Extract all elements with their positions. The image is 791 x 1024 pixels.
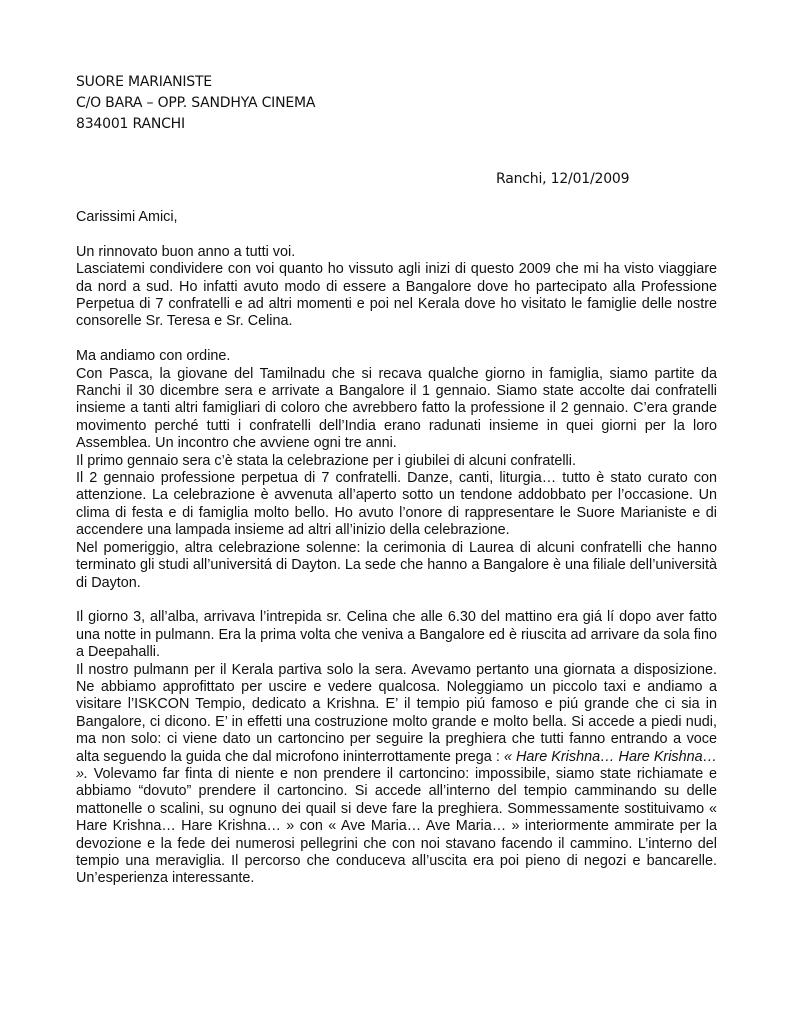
paragraph-2: Lasciatemi condividere con voi quanto ho vissuto agli inizi di questo 2009 che mi ha visto viaggiare da nord a sud. Ho infatti avuto modo di essere a Bangalore dove ho partecipato alla Professione Perpetua di 7 confratelli e ad altri momenti e poi nel Kerala dove ho visitato le famiglie delle nostre consorelle Sr. Teresa e Sr. Celina. [76,261,717,330]
address-line-3: 834001 RANCHI [76,116,185,132]
paragraph-9 [76,662,717,888]
letter-date: Ranchi, 12/01/2009 [496,171,630,187]
address-line-2: C/O BARA – OPP. SANDHYA CINEMA [76,95,316,111]
chant-quote: « Hare Krishna… Hare Krishna… ». [76,748,717,782]
greeting: Carissimi Amici, [76,209,178,225]
paragraph-5: Il primo gennaio sera c’è stata la celebrazione per i giubilei di alcuni confratelli. [76,452,576,469]
paragraph-3: Ma andiamo con ordine. [76,348,231,365]
paragraph-9-part-a: Il nostro pulmann per il Kerala partiva solo la sera. Avevamo pertanto una giornata a disposizione. Ne abbiamo approfittato per uscire e vedere qualcosa. Noleggiamo un piccolo taxi e andiamo a visitare l’ISKCON Tempio, dedicato a Krishna. E’ il tempio piú famoso e piú grande che ci sia in Bangalore, ci dicono. E’ in effetti una costruzione molto grande e molto bella. Si accede a piedi nudi, ma non solo: ci viene dato un cartoncino per seguire la preghiera che tutti fanno entrando a voce alta seguendo la guida che dal microfono ininterrottamente prega : [76,661,717,765]
letter-body [76,209,717,888]
paragraph-7: Nel pomeriggio, altra celebrazione solenne: la cerimonia di Laurea di alcuni confratelli che hanno terminato gli studi all’universitá di Dayton. La sede che hanno a Bangalore è una filiale dell’università di Dayton. [76,539,717,591]
address-line-1: SUORE MARIANISTE [76,74,212,90]
paragraph-9-part-c: Volevamo far finta di niente e non prendere il cartoncino: impossibile, siamo state richiamate e abbiamo “dovuto” prendere il cartoncino. Si accede all’interno del tempio camminando su delle mattonelle o scalini, su ognuno dei quail si deve fare la preghiera. Sommessamente sostituivamo « Hare Krishna… Hare Krishna… » con « Ave Maria… Ave Maria… » interiormente ammirate per la devozione e la fede dei numerosi pellegrini che con noi stavano facendo il cammino. L’interno del tempio una meraviglia. Il percorso che conduceva all’uscita era poi pieno di negozi e bancarelle. Un’esperienza interessante. [76,765,717,887]
paragraph-6: Il 2 gennaio professione perpetua di 7 confratelli. Danze, canti, liturgia… tutto è stato curato con attenzione. La celebrazione è avvenuta all’aperto sotto un tendone addobbato per l’occasione. Un clima di festa e di famiglia molto bello. Ho avuto l’onore di rappresentare le Suore Marianiste e di accendere una lampada insieme ad altri all’inizio della celebrazione. [76,470,717,539]
paragraph-4: Con Pasca, la giovane del Tamilnadu che si recava qualche giorno in famiglia, siamo partite da Ranchi il 30 dicembre sera e arrivate a Bangalore il 1 gennaio. Siamo state accolte dai confratelli insieme a tanti altri famigliari di coloro che avrebbero fatto la professione il 2 gennaio. C’era grande movimento perché tutti i confratelli dell’India erano radunati insieme in quei giorni per la loro Assemblea. Un incontro che avviene ogni tre anni. [76,365,717,452]
sender-address [76,72,315,135]
paragraph-8: Il giorno 3, all’alba, arrivava l’intrepida sr. Celina che alle 6.30 del mattino era giá lí dopo aver fatto una notte in pulmann. Era la prima volta che veniva a Bangalore ed è riuscita ad arrivare da sola fino a Deepahalli. [76,609,717,661]
paragraph-1: Un rinnovato buon anno a tutti voi. [76,243,296,260]
